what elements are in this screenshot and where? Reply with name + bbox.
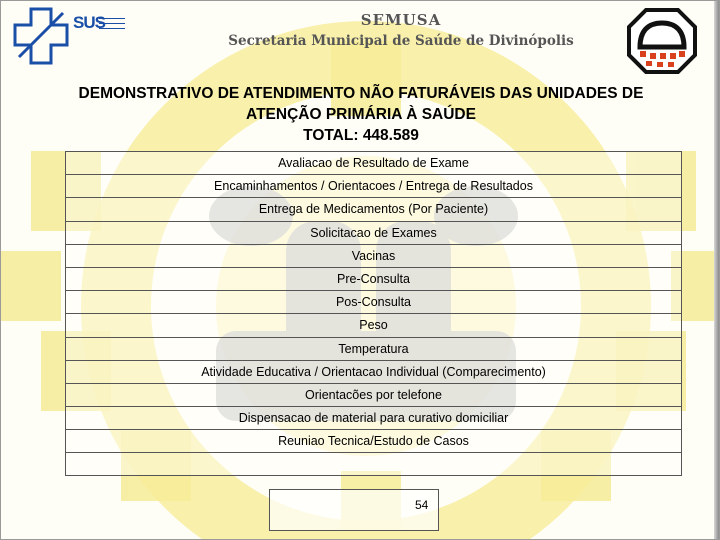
table-cell: Pre-Consulta — [66, 267, 682, 290]
table-row — [66, 314, 682, 337]
table-cell: Pos-Consulta — [66, 291, 682, 314]
table-row — [66, 152, 682, 175]
header — [1, 1, 719, 71]
table-cell: Vacinas — [66, 244, 682, 267]
table-row — [66, 244, 682, 267]
services-table — [65, 151, 682, 476]
table-cell: Entrega de Medicamentos (Por Paciente) — [66, 198, 682, 221]
sus-label: SUS — [73, 13, 105, 32]
table-cell: Solicitacao de Exames — [66, 221, 682, 244]
table-cell: Orientacões por telefone — [66, 383, 682, 406]
title-line-1: DEMONSTRATIVO DE ATENDIMENTO NÃO FATURÁVEIS DAS UNIDADES DE — [78, 85, 644, 102]
table-row — [66, 267, 682, 290]
table-row-empty — [66, 453, 682, 476]
table-row — [66, 198, 682, 221]
table-cell: Atividade Educativa / Orientacao Individual (Comparecimento) — [66, 360, 682, 383]
table-row — [66, 175, 682, 198]
org-abbr: SEMUSA — [360, 11, 442, 29]
page-number: 54 — [415, 498, 429, 512]
table-row — [66, 383, 682, 406]
table-cell: Avaliacao de Resultado de Exame — [66, 152, 682, 175]
organization-block — [221, 11, 581, 49]
table-cell: Dispensacao de material para curativo domiciliar — [66, 407, 682, 430]
table-row — [66, 360, 682, 383]
sus-sub-lines — [99, 15, 125, 29]
table-row — [66, 407, 682, 430]
title-line-2: ATENÇÃO PRIMÁRIA À SAÚDE — [246, 106, 476, 123]
table-row — [66, 430, 682, 453]
org-name: Secretaria Municipal de Saúde de Divinópolis — [228, 33, 574, 49]
table-row — [66, 221, 682, 244]
table-cell: Encaminhamentos / Orientacoes / Entrega de Resultados — [66, 175, 682, 198]
divinopolis-emblem-icon — [626, 7, 698, 75]
sus-logo — [73, 13, 125, 45]
page-number-box — [269, 489, 439, 531]
table-row — [66, 291, 682, 314]
title-total: TOTAL: 448.589 — [303, 127, 419, 144]
table-row — [66, 337, 682, 360]
table-cell: Reuniao Tecnica/Estudo de Casos — [66, 430, 682, 453]
table-cell-empty — [66, 453, 682, 476]
sus-cross-logo-icon — [13, 7, 69, 65]
table-cell: Peso — [66, 314, 682, 337]
table-cell: Temperatura — [66, 337, 682, 360]
report-title — [1, 83, 720, 146]
